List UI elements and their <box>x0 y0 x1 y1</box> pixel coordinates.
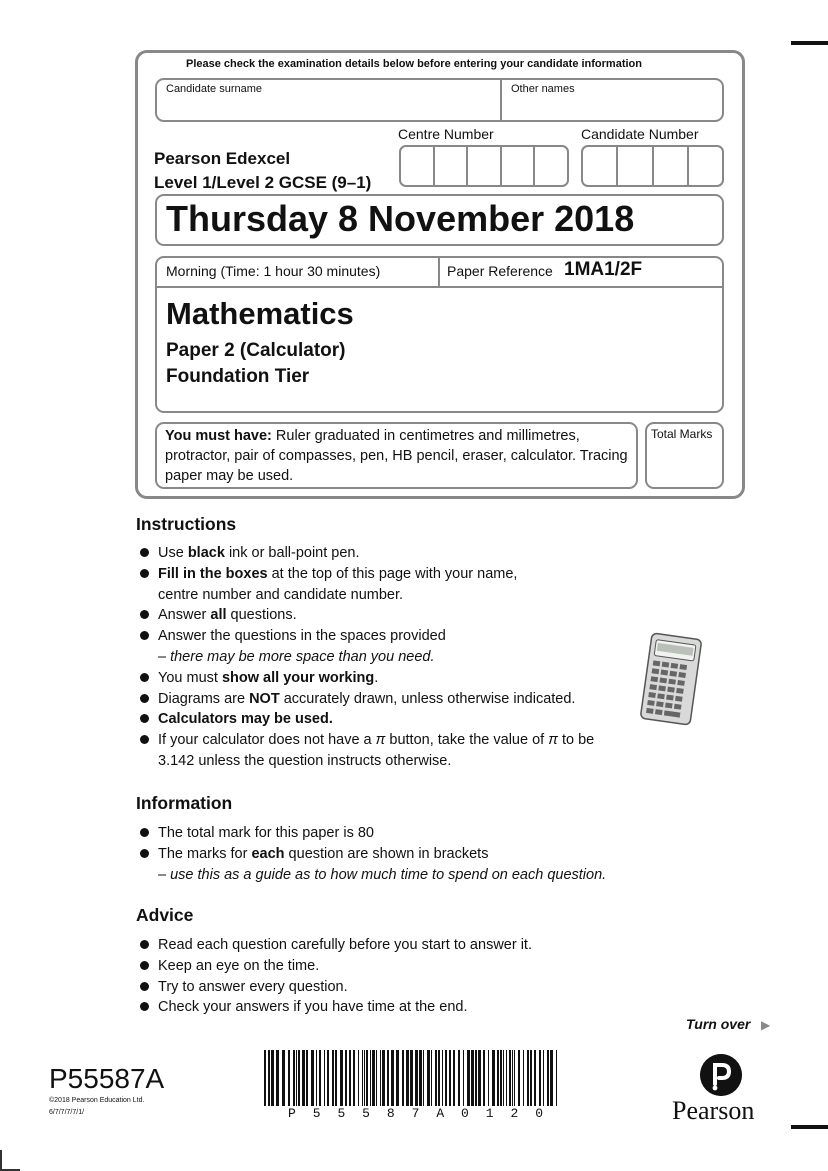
instructions-list <box>140 543 594 772</box>
exam-board <box>154 147 371 195</box>
barcode-digits <box>288 1106 543 1121</box>
bullet-icon <box>140 673 149 682</box>
barcode-bar <box>362 1050 363 1106</box>
list-item: Try to answer every question. <box>140 977 532 998</box>
barcode-bar <box>445 1050 447 1106</box>
centre-number-label: Centre Number <box>398 126 494 142</box>
tier-title: Foundation Tier <box>166 366 310 387</box>
barcode-bar <box>530 1050 532 1106</box>
list-item: Read each question carefully before you start to answer it. <box>140 935 532 956</box>
must-have-label: You must have: <box>165 428 272 444</box>
crop-mark-top-right <box>791 41 828 45</box>
digit-box[interactable] <box>435 147 469 185</box>
list-item: The marks for each question are shown in brackets – use this as a guide as to how much time to spend on each question. <box>140 844 606 886</box>
bullet-icon <box>140 694 149 703</box>
check-note: Please check the examination details below before entering your candidate information <box>185 58 642 70</box>
list-item: Answer all questions. <box>140 605 594 626</box>
barcode-bar <box>327 1050 329 1106</box>
centre-number-field[interactable] <box>399 145 569 187</box>
must-have-items: Ruler graduated in centimetres and millimetres, protractor, pair of compasses, pen, HB pencil, eraser, calculator. Tracing paper may be used. <box>165 428 628 484</box>
digit-box[interactable] <box>502 147 536 185</box>
digit-box[interactable] <box>468 147 502 185</box>
barcode-bar <box>271 1050 274 1106</box>
barcode-bar <box>435 1050 437 1106</box>
barcode-bar <box>543 1050 544 1106</box>
bullet-icon <box>140 940 149 949</box>
list-item: The total mark for this paper is 80 <box>140 823 606 844</box>
barcode-bar <box>415 1050 418 1106</box>
barcode-bar <box>463 1050 464 1106</box>
barcode-bar <box>483 1050 485 1106</box>
barcode-bar <box>534 1050 536 1106</box>
barcode-bar <box>419 1050 422 1106</box>
bullet-icon <box>140 548 149 557</box>
barcode-bar <box>282 1050 285 1106</box>
barcode-bar <box>431 1050 432 1106</box>
barcode-bar <box>550 1050 553 1106</box>
barcode-digit: 0 <box>535 1106 543 1121</box>
barcode-digit: 5 <box>337 1106 346 1121</box>
barcode-bar <box>512 1050 513 1106</box>
barcode-bar <box>547 1050 549 1106</box>
barcode-bar <box>288 1050 290 1106</box>
barcode-bar <box>423 1050 424 1106</box>
barcode-bar <box>324 1050 325 1106</box>
barcode-bar <box>298 1050 300 1106</box>
barcode-bar <box>382 1050 385 1106</box>
barcode-bar <box>319 1050 321 1106</box>
barcode-bar <box>293 1050 295 1106</box>
barcode-bar <box>427 1050 430 1106</box>
barcode-bar <box>475 1050 477 1106</box>
barcode-bar <box>467 1050 470 1106</box>
barcode-digit: 2 <box>510 1106 519 1121</box>
session-time: Morning (Time: 1 hour 30 minutes) <box>166 263 381 279</box>
barcode-digit: 8 <box>386 1106 395 1121</box>
barcode-bar <box>372 1050 375 1106</box>
list-item: Fill in the boxes at the top of this page with your name, centre number and candidate number. <box>140 564 594 606</box>
barcode-bar <box>458 1050 460 1106</box>
qualification-level: Level 1/Level 2 GCSE (9–1) <box>154 173 372 192</box>
candidate-surname-label: Candidate surname <box>166 83 263 95</box>
information-heading: Information <box>136 793 233 813</box>
list-item: Calculators may be used. <box>140 709 594 730</box>
barcode-bar <box>376 1050 377 1106</box>
advice-heading: Advice <box>136 905 194 925</box>
barcode-bar <box>506 1050 507 1106</box>
subject-title: Mathematics <box>166 296 354 331</box>
barcode-bar <box>509 1050 511 1106</box>
paper-reference: 1MA1/2F <box>564 259 643 280</box>
barcode-bar <box>353 1050 355 1106</box>
bullet-icon <box>140 714 149 723</box>
information-list <box>140 823 606 885</box>
barcode <box>262 1050 562 1106</box>
other-names-label: Other names <box>511 83 575 95</box>
barcode-bar <box>276 1050 279 1106</box>
bullet-icon <box>140 961 149 970</box>
bullet-icon <box>140 828 149 837</box>
pearson-wordmark: Pearson <box>672 1096 755 1125</box>
barcode-bar <box>340 1050 343 1106</box>
bullet-icon <box>140 982 149 991</box>
list-item: Answer the questions in the spaces provided – there may be more space than you need. <box>140 626 594 668</box>
barcode-bar <box>500 1050 502 1106</box>
barcode-bar <box>306 1050 308 1106</box>
crop-mark-bottom-right <box>791 1125 828 1129</box>
instructions-heading: Instructions <box>136 514 237 534</box>
barcode-digit: 7 <box>411 1106 420 1121</box>
paper-title: Paper 2 (Calculator) <box>166 340 346 361</box>
barcode-bar <box>345 1050 347 1106</box>
barcode-digit: 1 <box>485 1106 494 1121</box>
barcode-bar <box>523 1050 524 1106</box>
session-divider-vertical <box>438 258 440 287</box>
barcode-bar <box>358 1050 359 1106</box>
barcode-bar <box>518 1050 520 1106</box>
barcode-bar <box>349 1050 351 1106</box>
barcode-digit: A <box>436 1106 445 1121</box>
total-marks-label: Total Marks <box>651 427 713 441</box>
barcode-bar <box>296 1050 297 1106</box>
list-item: If your calculator does not have a π button, take the value of π to be 3.142 unless the question instructs otherwise. <box>140 730 594 772</box>
exam-date: Thursday 8 November 2018 <box>166 198 635 239</box>
barcode-digit: 5 <box>362 1106 370 1121</box>
barcode-bar <box>453 1050 455 1106</box>
candidate-number-label: Candidate Number <box>581 126 699 142</box>
list-item: Diagrams are NOT accurately drawn, unless otherwise indicated. <box>140 689 594 710</box>
barcode-bar <box>396 1050 399 1106</box>
paper-code: P55587A <box>49 1063 165 1094</box>
barcode-bar <box>449 1050 451 1106</box>
digit-box[interactable] <box>618 147 653 185</box>
list-item: Use black ink or ball-point pen. <box>140 543 594 564</box>
barcode-bar <box>364 1050 365 1106</box>
must-have-text <box>165 426 635 486</box>
name-divider <box>500 80 502 120</box>
barcode-bar <box>503 1050 504 1106</box>
list-item: Keep an eye on the time. <box>140 956 532 977</box>
barcode-bar <box>302 1050 305 1106</box>
barcode-digit: P <box>288 1106 296 1121</box>
crop-mark-bottom-left <box>0 1150 2 1171</box>
digit-box[interactable] <box>535 147 567 185</box>
barcode-bar <box>514 1050 515 1106</box>
bullet-icon <box>140 1002 149 1011</box>
barcode-digit: 0 <box>461 1106 469 1121</box>
barcode-bar <box>539 1050 541 1106</box>
barcode-digit: 5 <box>312 1106 321 1121</box>
digit-box[interactable] <box>654 147 689 185</box>
advice-list <box>140 935 532 1018</box>
exam-board-name: Pearson Edexcel <box>154 149 291 168</box>
barcode-bar <box>556 1050 557 1106</box>
barcode-bar <box>366 1050 368 1106</box>
barcode-bar <box>471 1050 474 1106</box>
barcode-bar <box>370 1050 371 1106</box>
barcode-bar <box>380 1050 381 1106</box>
candidate-number-field[interactable] <box>581 145 724 187</box>
barcode-bar <box>497 1050 499 1106</box>
barcode-bar <box>332 1050 334 1106</box>
digit-box[interactable] <box>689 147 722 185</box>
digit-box[interactable] <box>583 147 618 185</box>
calculator-icon <box>640 632 702 726</box>
barcode-bar <box>492 1050 495 1106</box>
barcode-bar <box>406 1050 409 1106</box>
pearson-logo-icon <box>700 1054 742 1096</box>
barcode-bar <box>488 1050 489 1106</box>
barcode-bar <box>410 1050 413 1106</box>
barcode-bar <box>316 1050 317 1106</box>
turn-over-arrow-icon: ▶ <box>761 1018 771 1032</box>
bullet-icon <box>140 735 149 744</box>
turn-over-label: Turn over <box>686 1016 751 1032</box>
bullet-icon <box>140 569 149 578</box>
copyright: ©2018 Pearson Education Ltd. <box>49 1097 145 1104</box>
paper-reference-label: Paper Reference <box>447 263 553 279</box>
barcode-bar <box>478 1050 481 1106</box>
barcode-bar <box>527 1050 529 1106</box>
bullet-icon <box>140 610 149 619</box>
print-code: 6/7/7/7/7/1/ <box>49 1109 85 1116</box>
list-item: Check your answers if you have time at the end. <box>140 997 532 1018</box>
barcode-bar <box>442 1050 443 1106</box>
barcode-bar <box>391 1050 394 1106</box>
bullet-icon <box>140 631 149 640</box>
digit-box[interactable] <box>401 147 435 185</box>
barcode-bar <box>268 1050 270 1106</box>
barcode-bar <box>438 1050 440 1106</box>
barcode-bar <box>402 1050 404 1106</box>
barcode-bar <box>335 1050 337 1106</box>
bullet-icon <box>140 849 149 858</box>
barcode-bar <box>264 1050 266 1106</box>
barcode-bar <box>311 1050 314 1106</box>
list-item: You must show all your working. <box>140 668 594 689</box>
barcode-bar <box>387 1050 389 1106</box>
